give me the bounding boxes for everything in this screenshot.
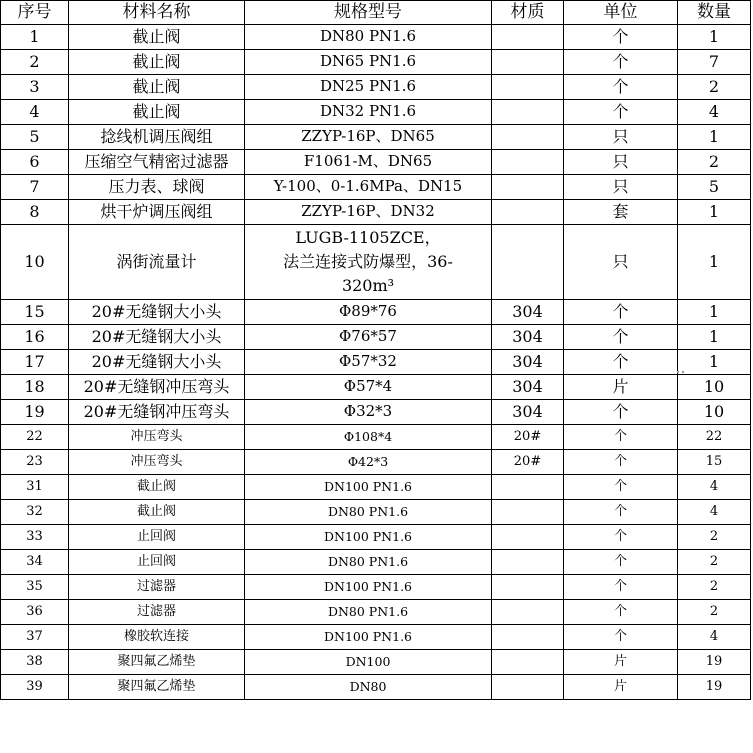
cell-unit: 个 — [564, 600, 678, 625]
cell-qty: 2 — [678, 575, 751, 600]
table-row — [1, 575, 751, 600]
table-row — [1, 175, 751, 200]
cell-qty: 19 — [678, 650, 751, 675]
cell-spec: DN80 PN1.6 — [245, 25, 492, 50]
table-row — [1, 450, 751, 475]
cell-spec: DN100 PN1.6 — [245, 525, 492, 550]
table-row — [1, 325, 751, 350]
cell-material — [492, 125, 564, 150]
cell-qty: 5 — [678, 175, 751, 200]
cell-material — [492, 675, 564, 700]
cell-unit: 套 — [564, 200, 678, 225]
table-row — [1, 200, 751, 225]
cell-no: 1 — [1, 25, 69, 50]
stray-marks — [677, 369, 685, 375]
cell-no: 37 — [1, 625, 69, 650]
cell-unit: 个 — [564, 625, 678, 650]
cell-no: 33 — [1, 525, 69, 550]
cell-material — [492, 25, 564, 50]
cell-unit: 片 — [564, 675, 678, 700]
cell-qty: 2 — [678, 150, 751, 175]
table-row — [1, 100, 751, 125]
cell-unit: 个 — [564, 100, 678, 125]
header-qty: 数量 — [678, 1, 751, 25]
table-row — [1, 550, 751, 575]
cell-material: 304 — [492, 375, 564, 400]
table-row — [1, 300, 751, 325]
cell-material — [492, 625, 564, 650]
cell-material — [492, 200, 564, 225]
cell-spec — [245, 225, 492, 300]
cell-qty: 2 — [678, 525, 751, 550]
cell-no: 7 — [1, 175, 69, 200]
cell-qty: 22 — [678, 425, 751, 450]
cell-no: 17 — [1, 350, 69, 375]
cell-unit: 只 — [564, 175, 678, 200]
cell-qty: 1 — [678, 25, 751, 50]
cell-name: 20#无缝钢冲压弯头 — [69, 375, 245, 400]
table-header — [1, 1, 751, 25]
cell-name: 止回阀 — [69, 550, 245, 575]
cell-unit: 个 — [564, 325, 678, 350]
cell-unit: 个 — [564, 550, 678, 575]
cell-spec: DN80 PN1.6 — [245, 500, 492, 525]
cell-unit: 片 — [564, 650, 678, 675]
cell-spec: Φ57*4 — [245, 375, 492, 400]
cell-material: 304 — [492, 400, 564, 425]
cell-no: 38 — [1, 650, 69, 675]
cell-spec: DN100 PN1.6 — [245, 575, 492, 600]
cell-material — [492, 600, 564, 625]
cell-unit: 个 — [564, 75, 678, 100]
cell-qty: 2 — [678, 600, 751, 625]
cell-name: 冲压弯头 — [69, 450, 245, 475]
cell-name: 橡胶软连接 — [69, 625, 245, 650]
cell-name: 截止阀 — [69, 475, 245, 500]
header-spec: 规格型号 — [245, 1, 492, 25]
table-row — [1, 675, 751, 700]
cell-material — [492, 75, 564, 100]
cell-material — [492, 500, 564, 525]
cell-material: 20# — [492, 425, 564, 450]
cell-no: 16 — [1, 325, 69, 350]
table-row — [1, 600, 751, 625]
cell-name: 聚四氟乙烯垫 — [69, 650, 245, 675]
cell-material — [492, 175, 564, 200]
cell-unit: 个 — [564, 50, 678, 75]
cell-unit: 个 — [564, 525, 678, 550]
cell-material — [492, 475, 564, 500]
cell-spec: DN100 — [245, 650, 492, 675]
cell-name: 截止阀 — [69, 100, 245, 125]
cell-unit: 个 — [564, 475, 678, 500]
cell-unit: 个 — [564, 300, 678, 325]
cell-qty: 19 — [678, 675, 751, 700]
table-row — [1, 225, 751, 300]
cell-qty: 1 — [678, 125, 751, 150]
cell-name: 聚四氟乙烯垫 — [69, 675, 245, 700]
cell-name: 20#无缝钢冲压弯头 — [69, 400, 245, 425]
cell-no: 35 — [1, 575, 69, 600]
cell-unit: 只 — [564, 125, 678, 150]
cell-no: 15 — [1, 300, 69, 325]
spec-line: 法兰连接式防爆型，36- — [283, 252, 453, 271]
cell-material — [492, 650, 564, 675]
cell-material — [492, 150, 564, 175]
cell-unit: 只 — [564, 225, 678, 300]
cell-spec: Φ89*76 — [245, 300, 492, 325]
cell-qty: 2 — [678, 550, 751, 575]
header-material: 材质 — [492, 1, 564, 25]
cell-spec: DN80 PN1.6 — [245, 600, 492, 625]
table-row — [1, 650, 751, 675]
cell-spec: Φ32*3 — [245, 400, 492, 425]
spec-line: 320m³ — [341, 276, 395, 295]
cell-qty: 10 — [678, 375, 751, 400]
cell-material — [492, 575, 564, 600]
cell-unit: 个 — [564, 400, 678, 425]
cell-no: 10 — [1, 225, 69, 300]
cell-unit: 个 — [564, 575, 678, 600]
cell-material: 20# — [492, 450, 564, 475]
cell-material — [492, 50, 564, 75]
table-row — [1, 25, 751, 50]
cell-qty: 4 — [678, 100, 751, 125]
cell-name: 过滤器 — [69, 575, 245, 600]
cell-name: 截止阀 — [69, 500, 245, 525]
cell-no: 34 — [1, 550, 69, 575]
cell-material — [492, 525, 564, 550]
cell-material — [492, 225, 564, 300]
table-body — [1, 25, 751, 700]
cell-qty: 10 — [678, 400, 751, 425]
cell-qty: 4 — [678, 625, 751, 650]
cell-no: 5 — [1, 125, 69, 150]
cell-name: 过滤器 — [69, 600, 245, 625]
cell-no: 36 — [1, 600, 69, 625]
table-row — [1, 625, 751, 650]
table-row — [1, 400, 751, 425]
table-row — [1, 525, 751, 550]
cell-name: 压力表、球阀 — [69, 175, 245, 200]
cell-name: 涡街流量计 — [69, 225, 245, 300]
cell-spec: DN100 PN1.6 — [245, 625, 492, 650]
table-row — [1, 425, 751, 450]
table-row — [1, 150, 751, 175]
cell-spec: Φ42*3 — [245, 450, 492, 475]
table-row — [1, 475, 751, 500]
cell-qty: 1 — [678, 325, 751, 350]
table-row — [1, 350, 751, 375]
header-name: 材料名称 — [69, 1, 245, 25]
cell-qty: 15 — [678, 450, 751, 475]
cell-no: 6 — [1, 150, 69, 175]
cell-spec: Φ57*32 — [245, 350, 492, 375]
cell-qty: 4 — [678, 500, 751, 525]
cell-qty: 1 — [678, 225, 751, 300]
cell-unit: 个 — [564, 350, 678, 375]
cell-spec: ZZYP-16P、DN65 — [245, 125, 492, 150]
cell-name: 截止阀 — [69, 75, 245, 100]
cell-name: 截止阀 — [69, 25, 245, 50]
cell-material — [492, 550, 564, 575]
table-row — [1, 125, 751, 150]
cell-name: 20#无缝钢大小头 — [69, 350, 245, 375]
cell-spec: DN80 PN1.6 — [245, 550, 492, 575]
table-row — [1, 375, 751, 400]
cell-no: 22 — [1, 425, 69, 450]
spec-line: LUGB-1105ZCE， — [295, 228, 441, 247]
table-row — [1, 50, 751, 75]
cell-material: 304 — [492, 300, 564, 325]
cell-qty: 2 — [678, 75, 751, 100]
cell-no: 2 — [1, 50, 69, 75]
cell-material: 304 — [492, 350, 564, 375]
cell-name: 止回阀 — [69, 525, 245, 550]
cell-spec: DN65 PN1.6 — [245, 50, 492, 75]
cell-spec: DN25 PN1.6 — [245, 75, 492, 100]
cell-no: 3 — [1, 75, 69, 100]
cell-qty: 7 — [678, 50, 751, 75]
table-row — [1, 500, 751, 525]
cell-qty: 1 — [678, 300, 751, 325]
cell-no: 39 — [1, 675, 69, 700]
cell-name: 截止阀 — [69, 50, 245, 75]
cell-spec: DN32 PN1.6 — [245, 100, 492, 125]
cell-unit: 个 — [564, 25, 678, 50]
cell-no: 31 — [1, 475, 69, 500]
cell-no: 18 — [1, 375, 69, 400]
cell-spec: Φ108*4 — [245, 425, 492, 450]
cell-spec: ZZYP-16P、DN32 — [245, 200, 492, 225]
cell-spec: Φ76*57 — [245, 325, 492, 350]
header-row — [1, 1, 751, 25]
cell-name: 20#无缝钢大小头 — [69, 300, 245, 325]
cell-name: 20#无缝钢大小头 — [69, 325, 245, 350]
cell-no: 4 — [1, 100, 69, 125]
cell-no: 19 — [1, 400, 69, 425]
cell-unit: 个 — [564, 425, 678, 450]
cell-qty: 4 — [678, 475, 751, 500]
cell-no: 23 — [1, 450, 69, 475]
cell-spec: DN80 — [245, 675, 492, 700]
cell-name: 捻线机调压阀组 — [69, 125, 245, 150]
cell-no: 8 — [1, 200, 69, 225]
cell-spec: DN100 PN1.6 — [245, 475, 492, 500]
cell-unit: 片 — [564, 375, 678, 400]
cell-spec: F1061-M、DN65 — [245, 150, 492, 175]
cell-name: 冲压弯头 — [69, 425, 245, 450]
cell-material: 304 — [492, 325, 564, 350]
cell-unit: 个 — [564, 450, 678, 475]
table-row — [1, 75, 751, 100]
cell-no: 32 — [1, 500, 69, 525]
cell-qty: 1 — [678, 350, 751, 375]
header-no: 序号 — [1, 1, 69, 25]
cell-unit: 个 — [564, 500, 678, 525]
cell-name: 烘干炉调压阀组 — [69, 200, 245, 225]
cell-material — [492, 100, 564, 125]
cell-unit: 只 — [564, 150, 678, 175]
cell-qty: 1 — [678, 200, 751, 225]
cell-name: 压缩空气精密过滤器 — [69, 150, 245, 175]
header-unit: 单位 — [564, 1, 678, 25]
cell-spec: Y-100、0-1.6MPa、DN15 — [245, 175, 492, 200]
